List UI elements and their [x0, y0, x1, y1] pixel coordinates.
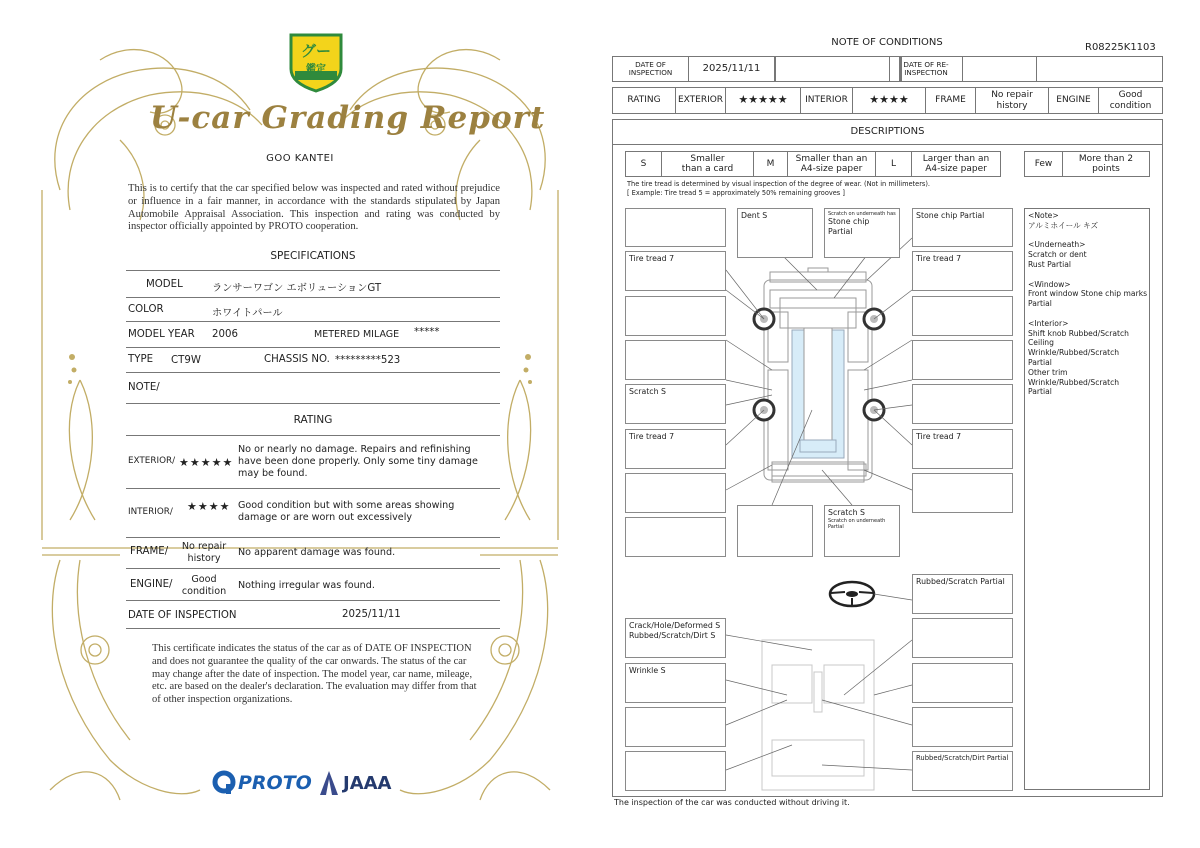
stone-chip-b-text: Stone chip Partial [916, 211, 985, 220]
frame-value: No repair history [181, 541, 227, 564]
size-legend [625, 151, 1001, 177]
color-label: COLOR [128, 304, 164, 315]
desc-box-dashboard [625, 618, 726, 658]
exterior-description: No or nearly no damage. Repairs and refinishing have been done properly. Only some tiny damage may be found. [238, 444, 478, 479]
desc-box [912, 473, 1013, 513]
desc-box [912, 618, 1013, 658]
desc-box [625, 296, 726, 336]
desc-box [912, 707, 1013, 747]
type-value: CT9W [171, 355, 201, 366]
steering-text: Rubbed/Scratch Partial [916, 577, 1005, 586]
desc-box [912, 296, 1013, 336]
rating-row [612, 87, 1163, 114]
legend-few-desc: More than 2 points [1078, 153, 1134, 174]
desc-box-underneath-stone [824, 208, 900, 258]
note-line: Partial [1028, 299, 1052, 309]
desc-box-scratch-rear [824, 505, 900, 557]
date-row [612, 56, 1163, 82]
interior-description: Good condition but with some areas showing damage or are worn out excessively [238, 500, 455, 523]
legend-l: L [876, 152, 912, 176]
note-line [1028, 231, 1148, 241]
divider [126, 297, 500, 298]
note-line: <Underneath> [1028, 240, 1086, 250]
desc-box [737, 505, 813, 557]
dash-line1-text: Crack/Hole/Deformed S [629, 621, 721, 630]
desc-box [912, 340, 1013, 380]
divider [126, 270, 500, 271]
interior-stars: ★★★★ [187, 500, 231, 513]
divider [126, 347, 500, 348]
desc-box [912, 663, 1013, 703]
certificate-disclaimer: This certificate indicates the status of the car as of DATE OF INSPECTION and does not guarantee the quality of the car onwards. The status of the car may change after the date of inspection. The model year, car name, mileage, etc. are based on the dealer's declaration. The evaluation may differ from that of other inspection organizations. [152, 643, 477, 706]
desc-box-tire-fl [625, 251, 726, 291]
jaaa-logo-icon [318, 769, 340, 797]
proto-logo-icon [212, 770, 236, 796]
desc-box [625, 208, 726, 247]
rear-trim-text: Rubbed/Scratch/Dirt Partial [916, 754, 1009, 762]
note-line: Partial [1028, 387, 1052, 397]
reinspection-label: DATE OF RE-INSPECTION [889, 57, 963, 81]
tire-rr-text: Tire tread 7 [916, 432, 962, 441]
engine-value: Good condition [1109, 90, 1152, 111]
desc-box-stone-chip [912, 208, 1013, 247]
chassis-label: CHASSIS NO. [264, 354, 330, 365]
dash-line2-text: Rubbed/Scratch/Dirt S [629, 630, 716, 640]
desc-box-tire-fr [912, 251, 1013, 291]
scratch-s-rear-text: Scratch S [828, 508, 865, 517]
legend-l-desc: Larger than an A4-size paper [922, 153, 990, 174]
certification-text: This is to certify that the car specified below was inspected and rated without prejudice or influence in a fair manner, in accordance with the standards stipulated by Japan Automobile Appraisal Association. This inspection and rating was conducted by inspector officially appointed by PROTO cooperation. [128, 183, 500, 233]
proto-logo-text: PROTO [238, 772, 312, 794]
tire-fl-text: Tire tread 7 [629, 254, 675, 263]
legend-m-desc: Smaller than an A4-size paper [788, 152, 876, 176]
divider [612, 144, 1163, 145]
descriptions-heading: DESCRIPTIONS [850, 126, 925, 137]
date-of-inspection-value: 2025/11/11 [342, 609, 401, 620]
note-line: <Interior> [1028, 318, 1069, 328]
desc-box [625, 707, 726, 747]
note-line [1028, 309, 1148, 319]
legend-s: S [626, 152, 662, 176]
exterior-label: EXTERIOR/ [128, 456, 176, 466]
date-of-inspection-value: 2025/11/11 [689, 57, 775, 81]
desc-box [625, 751, 726, 791]
date-of-inspection-label: DATE OF INSPECTION [613, 57, 689, 81]
report-subtitle: GOO KANTEI [266, 153, 334, 164]
chassis-value: *********523 [335, 355, 401, 366]
note-line: Scratch or dent [1028, 250, 1087, 260]
specifications-heading: SPECIFICATIONS [270, 250, 356, 262]
notes-list [1028, 211, 1148, 397]
desc-box-steering [912, 574, 1013, 614]
rating-label: RATING [613, 88, 676, 113]
engine-description: Nothing irregular was found. [238, 580, 375, 591]
engine-value: Good condition [181, 574, 227, 597]
few-legend [1024, 151, 1150, 177]
note-line: <Note> [1028, 211, 1059, 220]
dent-s-text: Dent S [741, 211, 768, 220]
note-line [1028, 270, 1148, 280]
note-line: Partial [1028, 357, 1052, 367]
tire-fr-text: Tire tread 7 [916, 254, 962, 263]
report-title: U-car Grading Report [150, 100, 546, 136]
mileage-label: METERED MILAGE [314, 329, 400, 340]
date-of-inspection-label: DATE OF INSPECTION [128, 610, 237, 621]
note-label: NOTE/ [128, 382, 160, 393]
note-line: アルミホイール キズ [1028, 220, 1099, 230]
type-label: TYPE [128, 354, 154, 365]
divider [126, 403, 500, 404]
exterior-stars: ★★★★★ [179, 456, 234, 469]
badge-line1: グー [300, 42, 331, 60]
scratch-underneath-small-text: Scratch on underneath has [828, 211, 896, 217]
desc-box-tire-rl [625, 429, 726, 469]
note-line: Wrinkle/Rubbed/Scratch [1028, 377, 1120, 387]
desc-box [625, 340, 726, 380]
note-line: <Window> [1028, 279, 1071, 289]
frame-description: No apparent damage was found. [238, 547, 396, 558]
engine-label: ENGINE [1049, 88, 1099, 113]
note-line: Other trim [1028, 367, 1068, 377]
divider [126, 435, 500, 436]
desc-box-scratch-left [625, 384, 726, 424]
desc-box-dent [737, 208, 813, 258]
exterior-label: EXTERIOR [676, 88, 726, 113]
divider [126, 600, 500, 601]
desc-box-wrinkle [625, 663, 726, 703]
divider [126, 628, 500, 629]
desc-box [625, 517, 726, 557]
note-line: Rust Partial [1028, 259, 1071, 269]
legend-few: Few [1025, 152, 1063, 176]
tire-rl-text: Tire tread 7 [629, 432, 675, 441]
note-line: Ceiling [1028, 338, 1054, 348]
note-line: Front window Stone chip marks [1028, 289, 1148, 299]
wrinkle-s-text: Wrinkle S [629, 666, 666, 675]
interior-label: INTERIOR [801, 88, 853, 113]
scratch-underneath-rear-text: Scratch on underneath Partial [828, 517, 886, 530]
desc-box [625, 473, 726, 513]
frame-label: FRAME/ [130, 546, 169, 557]
divider [126, 568, 500, 569]
badge-line2: 鑑定 [306, 64, 326, 75]
model-year-value: 2006 [212, 329, 238, 340]
desc-box-tire-rr [912, 429, 1013, 469]
scratch-s-left-text: Scratch S [629, 387, 666, 396]
color-value: ホワイトパール [212, 308, 283, 319]
note-line: Wrinkle/Rubbed/Scratch [1028, 348, 1120, 358]
note-line: Shift knob Rubbed/Scratch [1028, 328, 1129, 338]
reinspection-value [963, 57, 1037, 81]
legend-m: M [754, 152, 788, 176]
frame-label: FRAME [926, 88, 976, 113]
legend-s-desc: Smaller than a card [662, 152, 754, 176]
conditions-title: NOTE OF CONDITIONS [831, 37, 943, 48]
empty-cell [1037, 57, 1162, 81]
empty-cell [775, 57, 901, 81]
jaaa-logo-text: JAAA [343, 773, 392, 794]
tire-example: [ Example: Tire tread 5 = approximately 50% remaining grooves ] [627, 189, 845, 197]
interior-stars: ★★★★ [853, 88, 926, 113]
interior-label: INTERIOR/ [128, 507, 173, 517]
divider [126, 537, 500, 538]
spacer [775, 57, 776, 81]
divider [126, 321, 500, 322]
frame-value: No repair history [976, 88, 1049, 113]
mileage-value: ***** [414, 327, 440, 338]
report-id: R08225K1103 [1085, 42, 1156, 53]
footer-note: The inspection of the car was conducted without driving it. [614, 798, 850, 807]
rating-heading: RATING [293, 414, 333, 426]
model-year-label: MODEL YEAR [128, 329, 195, 340]
desc-box-rear-trim [912, 751, 1013, 791]
exterior-stars: ★★★★★ [726, 88, 801, 113]
engine-label: ENGINE/ [130, 579, 173, 590]
tire-note: The tire tread is determined by visual inspection of the degree of wear. (Not in millimeters). [627, 180, 931, 188]
divider [126, 488, 500, 489]
divider [126, 372, 500, 373]
model-value: ランサーワゴン エボリューションGT [212, 283, 382, 294]
model-label: MODEL [146, 279, 183, 290]
desc-box [912, 384, 1013, 424]
stone-chip-a-text: Stone chip Partial [828, 217, 870, 236]
